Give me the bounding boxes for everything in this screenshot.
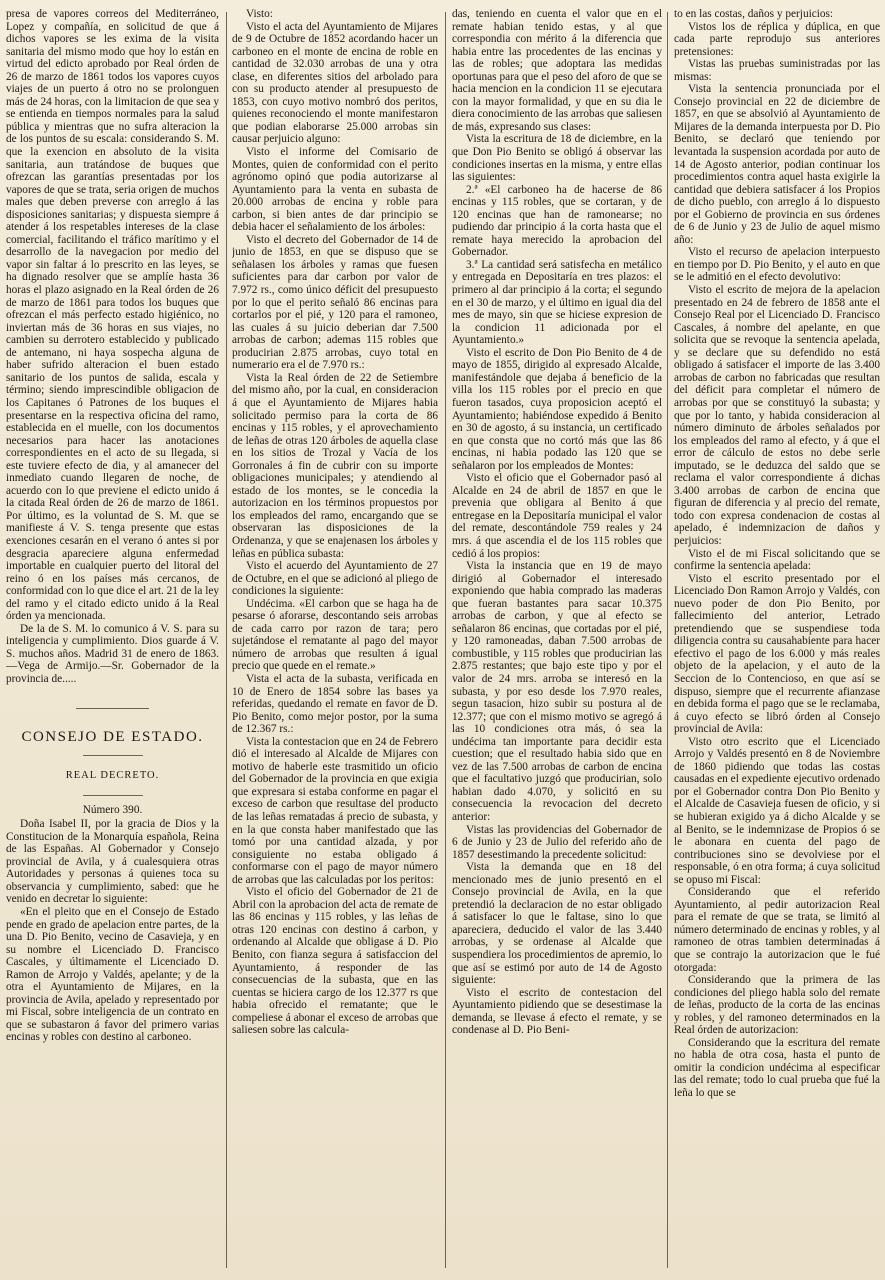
column-3: [452, 8, 662, 1272]
paragraph: Vistas las pruebas suministradas por las mismas:: [674, 58, 880, 83]
paragraph: Visto el oficio del Gobernador de 21 de Abril con la aprobacion del acta de remate de las 86 encinas y 115 robles, y las leñas de otras 120 encinas con destino á carbon, y ordenando al Alcalde que obligase á D. Pio Benito, con fianza segura á satisfaccion del Ayuntamiento, á responder de las consecuencias de la subasta, que en las cuentas se hiciera cargo de los 12.377 rs que habia ofrecido el rematante; que le compeliese á abonar el exceso de arrobas que saliesen sobre las calcula-: [232, 886, 438, 1037]
column-4: [674, 8, 880, 1272]
paragraph: das, teniendo en cuenta el valor que en el remate habian tenido estas, y al que correspondia con mérito á la diferencia que habia entre las procedentes de las encinas y las de robles; que adoptara las medidas oportunas para que el peso del aforo de que se hacia mencion en la condicion 11 se ejecutara con la mayor formalidad, y que en su dia le diera conocimiento de las arrobas que saliesen de más, expresando sus clases:: [452, 8, 662, 133]
column-divider: [445, 12, 446, 1268]
decree-number: Número 390.: [82, 803, 143, 816]
column-2: [232, 8, 438, 1272]
column-1: [6, 8, 219, 1272]
paragraph: De la de S. M. lo comunico á V. S. para su inteligencia y cumplimiento. Dios guarde á V. S. muchos años. Madrid 31 de enero de 1863.—Vega de Armijo.—Sr. Gobernador de la provincia de.....: [6, 622, 219, 685]
paragraph: Vista el acta de la subasta, verificada en 10 de Enero de 1854 sobre las bases ya referidas, quedando el remate en favor de D. Pio Benito, como mejor postor, por la suma de 12.367 rs.:: [232, 672, 438, 736]
paragraph: Visto el recurso de apelacion interpuesto en tiempo por D. Pio Benito, y el auto en que se le admitió en el efecto devolutivo:: [674, 246, 880, 284]
paragraph: presa de vapores correos del Mediterráneo, Lopez y compañía, en solicitud de que á dichos vapores se les exima de la visita sanitaria del mismo modo que hoy lo están en virtud del edicto aprobado por Real órden de 26 de marzo de 1861 todos los vapores cuyos viajes de un puerto á otro no se prolonguen más de 24 horas, con la limitacion de que sea y se entienda en tiempos normales para la salud pública y mientras que no sufra alteracion la de los puntos de su escala: considerando S. M. que la exencion en absoluto de la visita sanitaria, aun tratándose de buques que ofrezcan las garantías presentadas por los vapores de que se trata, seria origen de muchos males que deben preverse con arreglo á las disposiciones sanitarias; y dispuesta siempre á atender á los respetables intereses de la clase comercial, facilitando el tráfico marítimo y el desarrollo de la navegacion por medio del vapor sin faltar á lo prescrito en las leyes, se ha dignado resolver que se amplíe hasta 36 horas el plazo asignado en la Real órden de 26 de marzo de 1861 para todos los buques que ofrezcan el más perfecto estado higiénico, no inviertan más de 36 horas en sus viajes, no cambien su derrotero establecido y publicado de antemano, ni haya sospecha alguna de haber sufrido alteracion el buen estado sanitario de los puntos de salida, escala y término; siendo imprescindible obligacion de los Capitanes ó Patrones de los buques el presentarse en la respectiva oficina del ramo, establecida en el muelle, con los documentos necesarios para hacer las anotaciones correspondientes en el acto de su llegada, si este tuviere efecto de dia, y al amanecer del inmediato cuando llegaren de noche, de acuerdo con lo que previene el edicto unido á la citada Real órden de 26 de marzo de 1861. Por último, es la voluntad de S. M. que se manifieste á V. S. tenga presente que estas exenciones cesarán en el verano ó antes si por desgracia apareciere alguna enfermedad importable en cualquier puerto del litoral del reino ó en los países más cercanos, de conformidad con lo que dice el art. 21 de la ley del ramo y el citado edicto unido á la Real órden ya mencionada.: [6, 8, 219, 623]
section-divider: [83, 795, 143, 796]
decree-heading: REAL DECRETO.: [65, 770, 160, 782]
paragraph: Vista la contestacion que en 24 de Febrero dió el interesado al Alcalde de Mijares con motivo de haberle este trasmitido un oficio del Gobernador de la provincia en que exigia que expresara si estaba conforme en pagar el exceso de carbon que resultase del producto de las leñas rematadas á precio de subasta, y en la que consta haber manifestado que las tomó por una cantidad alzada, y por consiguiente no estaba obligado á conformarse con el pago de mayor número de arrobas que las calculadas por los peritos:: [232, 735, 438, 886]
paragraph: 2.ª «El carboneo ha de hacerse de 86 encinas y 115 robles, que se cortaran, y de 120 encinas que han de ramonearse; no pudiendo dar principio á la corta hasta que el remate haya merecido la aprobacion del Gobernador.: [452, 183, 662, 259]
paragraph: Vista la Real órden de 22 de Setiembre del mismo año, por la cual, en consideracion á que el Ayuntamiento de Mijares habia solicitado permiso para la corta de 86 encinas y 115 robles, y el aprovechamiento de leñas de otras 120 árboles de aquella clase en los sitios de Trozal y Vacía de los Gorronales á fin de cubrir con su importe obligaciones municipales; y atendiendo al estado de los montes, se le concedia la autorizacion en los términos propuestos por los empleados del ramo, encargando que se observaran las disposiciones de la Ordenanza, y que se enajenasen los árboles y leñas en pública subasta:: [232, 371, 438, 560]
paragraph: Undécima. «El carbon que se haga ha de pesarse ó aforarse, descontando seis arrobas de cada carro por razon de tara; pero sujetándose el rematante al pago del mayor número de arrobas que resulten á igual precio que quede en el remate.»: [232, 597, 438, 673]
paragraph: Vista la instancia que en 19 de mayo dirigió al Gobernador el interesado exponiendo que habia comprado las maderas que fueran bastantes para sacar 10.375 arrobas de carbon, y que al efecto se señalaron 86 encinas, que cortadas por el pié, y 120 ramoneadas, daban 7.500 arrobas de combustible, y 115 robles que producirian las 2.875 restantes; que bajo este tipo y por el valor de 24 mrs. arroba se interesó en la subasta, y por eso desde los 7.970 reales, segun tasacion, hizo subir su postura al de 12.377; que con el mismo motivo se agregó á las 10 condiciones otra más, ó sea la undécima tan importante para decidir esta cuestion; que el resultado habia sido que en vez de las 7.500 arrobas de carbon de encina que el facultativo juzgó que producirian, solo habian dado 4.070, y solicitó en su consecuencia la revocacion del decreto anterior:: [452, 560, 662, 823]
paragraph: Considerando que el referido Ayuntamiento, al pedir autorizacion Real para el remate de que se trata, se limitó al número determinado de encinas y robles, y al ramoneo de otras tambien determinadas á que se contrajo la autorizacion que le fué otorgada:: [674, 886, 880, 974]
paragraph: Vistas las providencias del Gobernador de 6 de Junio y 23 de Julio del referido año de 1857 desestimando la precedente solicitud:: [452, 823, 662, 861]
paragraph: Visto el acuerdo del Ayuntamiento de 27 de Octubre, en el que se adicionó al pliego de condiciones la siguiente:: [232, 560, 438, 598]
paragraph: Vista la escritura de 18 de diciembre, en la que Don Pio Benito se obligó á observar las condiciones insertas en la misma, y entre ellas las siguientes:: [452, 133, 662, 184]
paragraph: Considerando que la escritura del remate no habla de otra cosa, hasta el punto de omitir la condicion undécima al especificar las del remate; todo lo cual prueba que fué la leña lo que se: [674, 1036, 880, 1100]
paragraph: Visto el acta del Ayuntamiento de Mijares de 9 de Octubre de 1852 acordando hacer un carboneo en el monte de encina de roble en cantidad de 32.030 arrobas de una y otra clase, en diferentes sitios del arbolado para con su producto atender al presupuesto de 1853, con cuyo motivo nombró dos peritos, quienes reconociendo el monte manifestaron que podian elaborarse 25.000 arrobas sin causar perjuicio alguno:: [232, 20, 438, 146]
paragraph: Visto:: [246, 8, 273, 20]
paragraph: «En el pleito que en el Consejo de Estado pende en grado de apelacion entre partes, de la una D. Pio Benito, vecino de Casavieja, y en su nombre el Licenciado D. Francisco Cascales, y últimamente el Licenciado D. Ramon de Arrojo y Valdés, apelante; y de la otra el Ayuntamiento de Mijares, en la provincia de Avila, apelado y representado por mi Fiscal, sobre inteligencia de un contrato en que se subastaron á favor del primero varias encinas y robles con destino al carboneo.: [6, 906, 219, 1044]
paragraph: Vista la sentencia pronunciada por el Consejo provincial en 22 de diciembre de 1857, en que se absolvió al Ayuntamiento de Mijares de la demanda interpuesta por D. Pio Benito, se declaró que teniendo por levantada la suspension acordada por auto de 14 de Agosto anterior, podian continuar los procedimientos contra aquel hasta exigirle la cantidad que debiera satisfacer á los Propios de dicho pueblo, con arreglo á lo dispuesto por el Gobierno de provincia en sus órdenes de 6 de Junio y 23 de Julio de aquel mismo año:: [674, 83, 880, 246]
section-divider: [76, 708, 149, 709]
paragraph: Doña Isabel II, por la gracia de Dios y la Constitucion de la Monarquía española, Reina de las Españas. Al Gobernador y Consejo provincial de Avila, y á cualesquiera otras Autoridades y personas á quienes toca su observancia y cumplimiento, sabed: que he venido en decretar lo siguiente:: [6, 818, 219, 906]
paragraph: Visto el escrito de Don Pio Benito de 4 de mayo de 1855, dirigido al expresado Alcalde, manifestándole que dejaba á beneficio de la villa los 115 robles por el precio en que fueron tasados, cuya proposicion aceptó el Ayuntamiento; habiéndose expedido á Benito en 30 de agosto, á su instancia, un certificado en que consta que no cortó más que las 86 encinas, ni habia podado las 120 que se señalaron por los empleados de Montes:: [452, 346, 662, 472]
paragraph: Vistos los de réplica y dúplica, en que cada parte reprodujo sus anteriores pretensiones:: [674, 20, 880, 58]
paragraph: Vista la demanda que en 18 del mencionado mes de junio presentó en el Consejo provincial de Avila, en la que pretendió la declaracion de no estar obligado á satisfacer lo que le faltase, sino lo que apareciera, deducido el valor de las 3.440 arrobas, y se ordenase al Alcalde que suspendiera los procedimientos de apremio, lo que así se estimó por auto de 14 de Agosto siguiente:: [452, 861, 662, 987]
paragraph: Considerando que la primera de las condiciones del pliego habla solo del remate de leñas, producto de la corta de las encinas y robles, y del ramoneo determinados en la Real órden de autorizacion:: [674, 974, 880, 1037]
column-divider: [667, 12, 668, 1268]
paragraph: Visto otro escrito que el Licenciado Arrojo y Valdés presentó en 8 de Noviembre de 1860 pidiendo que todas las costas causadas en el expediente ejecutivo ordenado por el Gobernador contra Don Pio Benito y el Alcalde de Casavieja fuesen de oficio, y si se hubieran exigido ya á dicho Alcalde y se al Benito, se le indemnizase de Propios ó se le abonara en cuenta del pago de contribuciones sino se devolviese por el responsable, ó en otra forma; á cuya solicitud se opuso mi Fiscal:: [674, 735, 880, 886]
paragraph: Visto el escrito presentado por el Licenciado Don Ramon Arrojo y Valdés, con nuevo poder de don Pio Benito, por fallecimiento del anterior, Letrado pretendiendo que se suspendiese toda diligencia contra su causahabiente para hacer efectivo el pago de los 6.000 y más reales objeto de la apelacion, y el auto de la Seccion de lo Contencioso, en que así se dispuso, siempre que el recurrente afianzase en debida forma el pago que se le reclamaba, á cuyo efecto se libró órden al Consejo provincial de Avila:: [674, 572, 880, 736]
paragraph: to en las costas, daños y perjuicios:: [674, 8, 834, 20]
paragraph: 3.ª La cantidad será satisfecha en metálico y entregada en Depositaría en tres plazos: el primero al dar principio á la corta; el segundo en el 30 de marzo, y el último en igual dia del mes de mayo, sin que se hiciese expresion de la condicion 11 adicionada por el Ayuntamiento.»: [452, 258, 662, 347]
section-title: CONSEJO DE ESTADO.: [21, 728, 204, 745]
paragraph: Visto el informe del Comisario de Montes, quien de conformidad con el perito agrónomo opinó que podia autorizarse al Ayuntamiento para la venta en subasta de 20.000 arrobas de encina y roble para carbon, si bien antes de dar principio se debia hacer el señalamiento de los árboles:: [232, 146, 438, 234]
paragraph: Visto el decreto del Gobernador de 14 de junio de 1853, en que se dispuso que se señalasen los árboles y ramas que fuesen suficientes para dar carbon por valor de 7.972 rs., como único déficit del presupuesto por lo que el perito señaló 86 encinas para cortarlos por el pié, y 120 para el ramoneo, las cuales á su juicio deberian dar 7.500 arrobas de carbon; ademas 115 robles que producirian 2.875 arrobas, cuyo total en numerario era el de 7.970 rs.:: [232, 233, 438, 372]
paragraph: Visto el oficio que el Gobernador pasó al Alcalde en 24 de abril de 1857 en que le prevenia que obligara al Benito á que entregase en la Depositaría municipal el valor del remate, descontándole 759 reales y 24 mrs. á que ascendia el de los 115 robles que cedió á los propios:: [452, 472, 662, 560]
paragraph: Visto el de mi Fiscal solicitando que se confirme la sentencia apelada:: [674, 547, 880, 573]
section-divider: [83, 755, 143, 756]
paragraph: Visto el escrito de contestacion del Ayuntamiento pidiendo que se desestimase la demanda, se llevase á efecto el remate, y se condenase al D. Pio Beni-: [452, 986, 662, 1037]
paragraph: Visto el escrito de mejora de la apelacion presentado en 24 de febrero de 1858 ante el Consejo Real por el Licenciado D. Francisco Cascales, á nombre del apelante, en que solicita que se revoque la sentencia apelada, y se declare que su defendido no está obligado á satisfacer el importe de las 3.400 arrobas de carbon no fabricadas que resultan del déficit para completar el número de arrobas por que se constituyó la subasta; y que por lo tanto, y habida consideracion al número diminuto de árboles señalados por los empleados del ramo al efecto, y á que el error de cálculo de estos no debe serle imputado, se le deduzca del saldo que se reclama el valor correspondiente á dichas 3.400 arrobas de carbon de encina que figuran de diferencia y al precio del remate, todo con expresa condenacion de costas al apelado, é indemnizacion de daños y perjuicios:: [674, 284, 880, 547]
column-divider: [226, 12, 227, 1268]
